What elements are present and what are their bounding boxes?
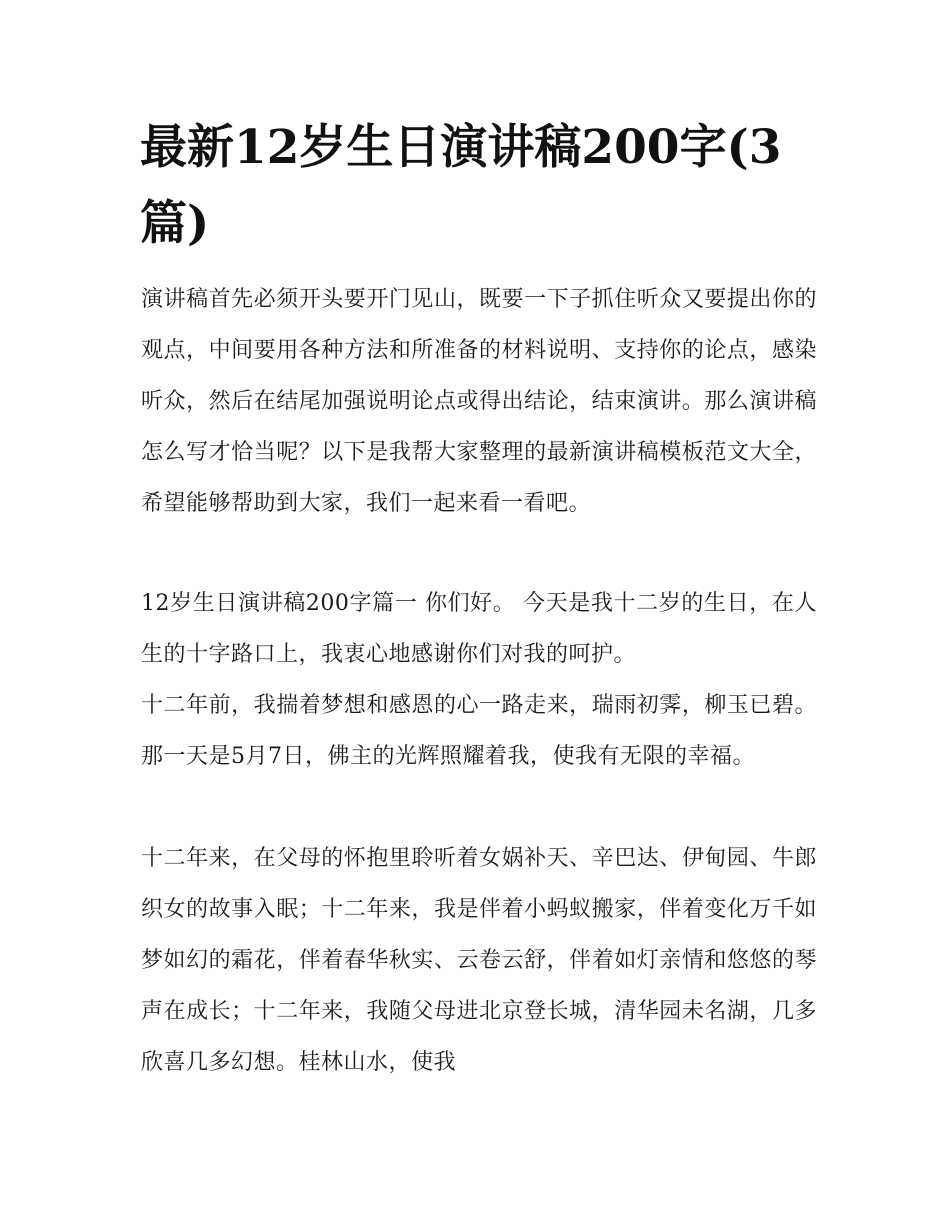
- paragraph-twelve-years-ago: 十二年前，我揣着梦想和感恩的心一路走来，瑞雨初霁，柳玉已碧。那一天是5月7日，佛主的光辉照耀着我，使我有无限的幸福。: [141, 693, 817, 769]
- section-one-heading: 12岁生日演讲稿200字篇一: [141, 591, 418, 616]
- document-title: 最新12岁生日演讲稿200字(3篇): [140, 120, 782, 251]
- section-one-paragraph: [141, 578, 817, 680]
- intro-paragraph: 演讲稿首先必须开头要开门见山，既要一下子抓住听众又要提出你的观点，中间要用各种方法和所准备的材料说明、支持你的论点，感染听众，然后在结尾加强说明论点或得出结论，结束演讲。那么演讲稿怎么写才恰当呢？以下是我帮大家整理的最新演讲稿模板范文大全，希望能够帮助到大家，我们一起来看一看吧。: [141, 287, 817, 516]
- paragraph-twelve-years-since: 十二年来，在父母的怀抱里聆听着女娲补天、辛巴达、伊甸园、牛郎织女的故事入眠；十二年来，我是伴着小蚂蚁搬家，伴着变化万千如梦如幻的霜花，伴着春华秋实、云卷云舒，伴着如灯亲情和悠悠的琴声在成长；十二年来，我随父母进北京登长城，清华园未名湖，几多欣喜几多幻想。桂林山水，使我: [141, 846, 817, 1075]
- section-one-body: 你们好。 今天是我十二岁的生日，在人生的十字路口上，我衷心地感谢你们对我的呵护。: [141, 591, 817, 667]
